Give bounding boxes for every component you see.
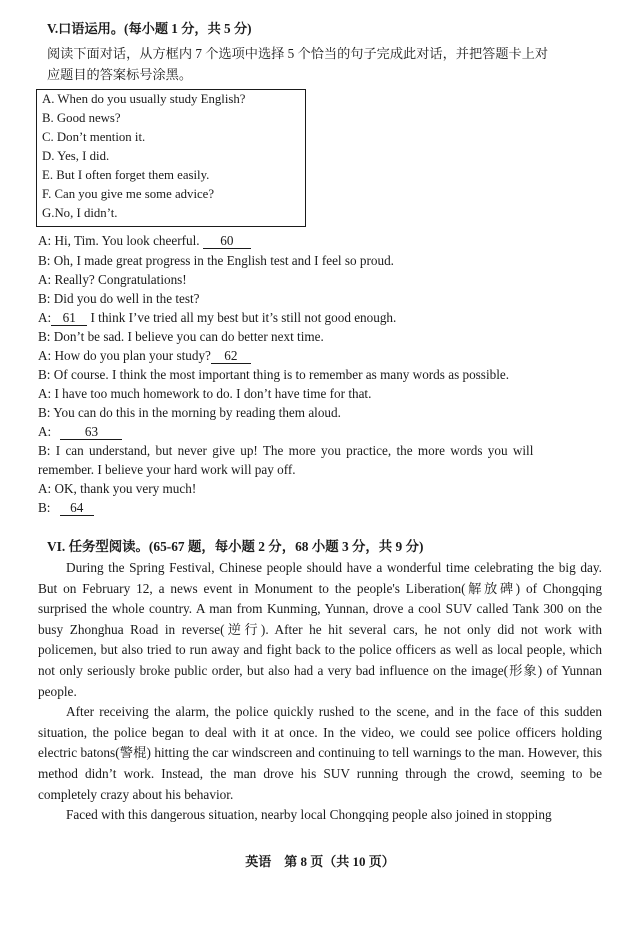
dialogue-line: B: Oh, I made great progress in the English test and I feel so proud. — [38, 253, 394, 268]
dialogue-line: B: Don’t be sad. I believe you can do better next time. — [38, 329, 324, 344]
passage-paragraph: Faced with this dangerous situation, nearby local Chongqing people also joined in stopping — [66, 807, 552, 823]
answer-blank-60[interactable]: 60 — [203, 233, 251, 249]
dialogue-line — [38, 423, 122, 441]
option-e: E. But I often forget them easily. — [42, 168, 210, 182]
dialogue-line — [38, 347, 251, 365]
passage-paragraph: After receiving the alarm, the police quickly rushed to the scene, and in the face of this sudden situation, the police began to deal with it at once. In the video, we could see police officers holding electric batons(警棍) hitting the car windscreen and continuing to tell warnings to the man. However, this method didn’t work. Instead, the man drove his SUV running through the crowd, seeming to be completely crazy about his behavior. — [38, 704, 602, 802]
dialogue-line — [38, 309, 396, 327]
dialogue-line: A: OK, thank you very much! — [38, 481, 197, 496]
option-g: G.No, I didn’t. — [42, 206, 118, 220]
dialogue-text: I think I’ve tried all my best but it’s still not good enough. — [90, 310, 397, 325]
option-d: D. Yes, I did. — [42, 149, 110, 163]
section-5-instruction-cont: 应题目的答案标号涂黑。 — [47, 67, 193, 82]
dialogue-line — [38, 232, 251, 250]
dialogue-text: A: How do you plan your study? — [38, 348, 211, 363]
options-box — [36, 89, 306, 227]
dialogue-line: B: I can understand, but never give up! The more you practice, the more words you will — [38, 443, 534, 458]
dialogue-line: A: Really? Congratulations! — [38, 272, 187, 287]
dialogue-text: A: Hi, Tim. You look cheerful. — [38, 233, 200, 248]
dialogue-line: remember. I believe your hard work will pay off. — [38, 462, 296, 477]
section-6-title: VI. 任务型阅读。(65-67 题，每小题 2 分，68 小题 3 分，共 9 分) — [47, 539, 424, 554]
dialogue-line: A: I have too much homework to do. I don’t have time for that. — [38, 386, 372, 401]
option-b: B. Good news? — [42, 111, 121, 125]
speaker-a: A: — [38, 310, 52, 325]
speaker-b: B: — [38, 500, 51, 515]
section-5-instruction: 阅读下面对话，从方框内 7 个选项中选择 5 个恰当的句子完成此对话，并把答题卡上对 — [47, 46, 549, 61]
dialogue-line — [38, 499, 94, 517]
speaker-a: A: — [38, 424, 52, 439]
dialogue-line: B: Did you do well in the test? — [38, 291, 200, 306]
option-f: F. Can you give me some advice? — [42, 187, 215, 201]
reading-passage — [38, 558, 602, 826]
option-c: C. Don’t mention it. — [42, 130, 146, 144]
section-5-title: V.口语运用。(每小题 1 分，共 5 分) — [47, 21, 252, 36]
answer-blank-62[interactable]: 62 — [211, 348, 251, 364]
page-footer: 英语 第 8 页（共 10 页） — [245, 854, 395, 869]
answer-blank-61[interactable]: 61 — [51, 310, 87, 326]
passage-paragraph: During the Spring Festival, Chinese people should have a wonderful time celebrating the big day. But on February 12, a news event in Monument to the people's Liberation(解放碑) of Chongqing surprised the whole country. A man from Kunming, Yunnan, drove a cool SUV called Tank 300 on the busy Zhonghua Road in reverse(逆行). After he hit several cars, he not only did not work with policemen, but also tried to run away and fight back to the police officers as well as local people, which not only seriously broke public order, but also had a very bad influence on the image(形象) of Yunnan people. — [38, 560, 602, 699]
dialogue-line: B: Of course. I think the most important thing is to remember as many words as possible. — [38, 367, 510, 382]
answer-blank-63[interactable]: 63 — [60, 424, 122, 440]
option-a: A. When do you usually study English? — [42, 92, 246, 106]
dialogue-line: B: You can do this in the morning by reading them aloud. — [38, 405, 341, 420]
answer-blank-64[interactable]: 64 — [60, 500, 94, 516]
